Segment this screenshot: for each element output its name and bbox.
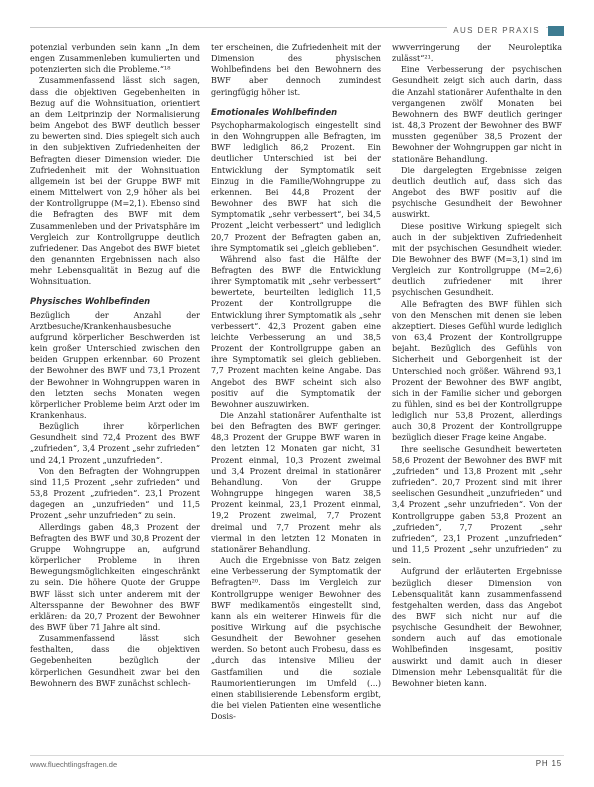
body-paragraph: wwverringerung der Neuroleptika zulässt“²¹. [392, 43, 562, 64]
footer-url: www.fluechtlingsfragen.de [30, 760, 118, 769]
body-paragraph: Allerdings gaben 48,3 Prozent der Befragten des BWF und 30,8 Prozent der Gruppe Wohngruppe an, aufgrund körperlicher Probleme in ihren Bewegungsmöglichkeiten eingeschränkt zu sein. Die höhere Quote der Gruppe BWF lässt sich unter anderem mit der Altersspanne der Bewohner des BWF erklären: da 20,7 Prozent der Bewohner des BWF über 71 Jahre alt sind. [30, 522, 200, 632]
body-paragraph: Eine Verbesserung der psychischen Gesundheit zeigt sich auch darin, dass die Anzahl stationärer Aufenthalte in den vergangenen zwölf Monaten bei Bewohnern des BWF deutlich geringer ist. 48,3 Prozent der Bewohner des BWF mussten gegenüber 38,5 Prozent der Bewohner der Wohngruppen gar nicht in stationäre Behandlung. [392, 65, 562, 164]
body-paragraph: Psychopharmakologisch eingestellt sind in den Wohngruppen alle Befragten, im BWF lediglich 86,2 Prozent. Ein deutlicher Unterschied ist bei der Entwicklung der Symptomatik seit Einzug in die Familie/Wohngruppe zu erkennen. Bei 44,8 Prozent der Bewohner des BWF hat sich die Symptomatik „sehr verbessert“, bei 34,5 Prozent „leicht verbessert“ und lediglich 20,7 Prozent der Befragten gaben an, ihre Symptomatik sei „gleich geblieben“. [211, 120, 381, 253]
body-paragraph: Ihre seelische Gesundheit bewerteten 58,6 Prozent der Bewohner des BWF mit „zufrieden“ und 13,8 Prozent mit „sehr zufrieden“. 20,7 Prozent sind mit ihrer seelischen Gesundheit „unzufrieden“ und 3,4 Prozent „sehr unzufrieden“. Von der Kontrollgruppe gaben 53,8 Prozent an „zufrieden“, 7,7 Prozent „sehr zufrieden“, 23,1 Prozent „unzufrieden“ und 11,5 Prozent „sehr unzufrieden“ zu sein. [392, 444, 562, 566]
body-paragraph: Diese positive Wirkung spiegelt sich auch in der subjektiven Zufriedenheit mit der psychischen Gesundheit wieder. Die Bewohner des BWF (M=3,1) sind im Vergleich zur Kontrollgruppe (M=2,6) deutlich zufriedener mit ihrer psychischen Gesundheit. [392, 221, 562, 298]
body-paragraph: Auch die Ergebnisse von Batz zeigen eine Verbesserung der Symptomatik der Befragten²⁰. Dass im Vergleich zur Kontrollgruppe weniger Bewohner des BWF medikamentös eingestellt sind, kann als ein weiterer Hinweis für die positive Wirkung auf die psychische Gesundheit der Bewohner gesehen werden. So betont auch Frobesu, dass es „durch das intensive Milieu der Gastfamilien und die soziale Raumorientierungen im Umfeld (...) einen stabilisierende Lebensform ergibt, die bei vielen Patienten eine wesentliche Dosis- [211, 556, 381, 722]
section-heading: Physisches Wohlbefinden [30, 296, 151, 307]
text-column-3 [392, 42, 562, 742]
body-paragraph: Die dargelegten Ergebnisse zeigen deutlich deutlich auf, dass sich das Angebot des BWF positiv auf die psychische Gesundheit der Bewohner auswirkt. [392, 165, 562, 220]
body-paragraph: Von den Befragten der Wohngruppen sind 11,5 Prozent „sehr zufrieden“ und 53,8 Prozent „zufrieden“. 23,1 Prozent dagegen an „unzufrieden“ und 11,5 Prozent „sehr unzufrieden“ zu sein. [30, 466, 200, 521]
text-column-2 [211, 42, 381, 742]
body-paragraph: Zusammenfassend lässt sich festhalten, dass die objektiven Gegebenheiten bezüglich der körperlichen Gesundheit zwar bei den Bewohnern des BWF zunächst schlech- [30, 634, 200, 688]
body-paragraph: Die Anzahl stationärer Aufenthalte ist bei den Befragten des BWF geringer. 48,3 Prozent der Gruppe BWF waren in den letzten 12 Monaten gar nicht, 31 Prozent einmal, 10,3 Prozent zweimal und 3,4 Prozent dreimal in stationärer Behandlung. Von der Gruppe Wohngruppe hingegen waren 38,5 Prozent keinmal, 23,1 Prozent einmal, 19,2 Prozent zweimal, 7,7 Prozent dreimal und 7,7 Prozent mehr als viermal in den letzten 12 Monaten in stationärer Behandlung. [211, 411, 381, 554]
body-paragraph: Aufgrund der erläuterten Ergebnisse bezüglich dieser Dimension von Lebensqualität kann zusammenfassend festgehalten werden, dass das Angebot des BWF sich nicht nur auf die psychische Gesundheit der Bewohner, sondern auch auf das emotionale Wohlbefinden insgesamt, positiv auswirkt und damit auch in dieser Dimension mehr Lebensqualität für die Bewohner bieten kann. [392, 567, 562, 688]
text-column-1 [30, 42, 200, 742]
body-paragraph: Bezüglich ihrer körperlichen Gesundheit sind 72,4 Prozent des BWF „zufrieden“, 3,4 Prozent „sehr zufrieden“ und 24,1 Prozent „unzufrieden“. [30, 422, 200, 465]
body-paragraph: Während also fast die Hälfte der Befragten des BWF die Entwicklung ihrer Symptomatik mit „sehr verbessert“ bewertete, beurteilten lediglich 11,5 Prozent der Kontrollgruppe die Entwicklung ihrer Symptomatik als „sehr verbessert“. 42,3 Prozent gaben eine leichte Verbesserung an und 38,5 Prozent der Kontrollgruppe gaben an ihre Symptomatik sei gleich geblieben. 7,7 Prozent machten keine Angabe. Das Angebot des BWF scheint sich also positiv auf die Symptomatik der Bewohner auszuwirken. [211, 254, 381, 409]
body-paragraph: potenzial verbunden sein kann „In dem engen Zusammenleben kumulierten und potenzierten sich die Probleme.“¹⁸ [30, 43, 200, 75]
footer-rule [30, 755, 564, 756]
section-label: AUS DER PRAXIS [447, 26, 546, 36]
body-paragraph: ter erscheinen, die Zufriedenheit mit der Dimension des physischen Wohlbefindens bei den Bewohnern des BWF aber dennoch zumindest geringfügig höher ist. [211, 43, 381, 97]
section-heading: Emotionales Wohlbefinden [211, 106, 338, 117]
body-paragraph: Bezüglich der Anzahl der Arztbesuche/Krankenhausbesuche aufgrund körperlicher Beschwerden ist kein großer Unterschied zwischen den beiden Gruppen erkennbar. 60 Prozent der Bewohner des BWF und 73,1 Prozent der Bewohner in Wohngruppen waren in den letzten sechs Monaten wegen körperlicher Probleme beim Arzt oder im Krankenhaus. [30, 310, 200, 420]
page-number: PH 15 [535, 759, 562, 768]
section-badge [548, 26, 564, 36]
body-paragraph: Zusammenfassend lässt sich sagen, dass die objektiven Gegebenheiten in Bezug auf die Wohnsituation, orientiert an dem Leitprinzip der Normalisierung beim Angebot des BWF deutlich besser zu bewerten sind. Dies spiegelt sich auch in den subjektiven Zufriedenheiten der Befragten dieser Dimension wieder. Die Zufriedenheit mit der Wohnsituation allgemein ist bei der Gruppe BWF mit einem Mittelwert von 2,9 höher als bei der Kontrollgruppe (M=2,1). Ebenso sind die Befragten des BWF mit dem Zusammenleben und der Privatsphäre im Vergleich zur Kontrollgruppe deutlich zufriedener. Das Angebot des BWF bietet den genannten Ergebnissen nach also mehr Lebensqualität in Bezug auf die Wohnsituation. [30, 76, 200, 287]
body-paragraph: Alle Befragten des BWF fühlen sich von den Menschen mit denen sie leben akzeptiert. Dieses Gefühl wurde lediglich von 63,4 Prozent der Kontrollgruppe bejaht. Bezüglich des Gefühls von Sicherheit und Geborgenheit ist der Unterschied noch größer. Während 93,1 Prozent der Bewohner des BWF angibt, sich in der Familie sicher und geborgen zu fühlen, sind es bei der Kontrollgruppe lediglich nur 53,8 Prozent, allerdings auch 30,8 Prozent der Kontrollgruppe bezüglich dieser Frage keine Angabe. [392, 299, 562, 443]
